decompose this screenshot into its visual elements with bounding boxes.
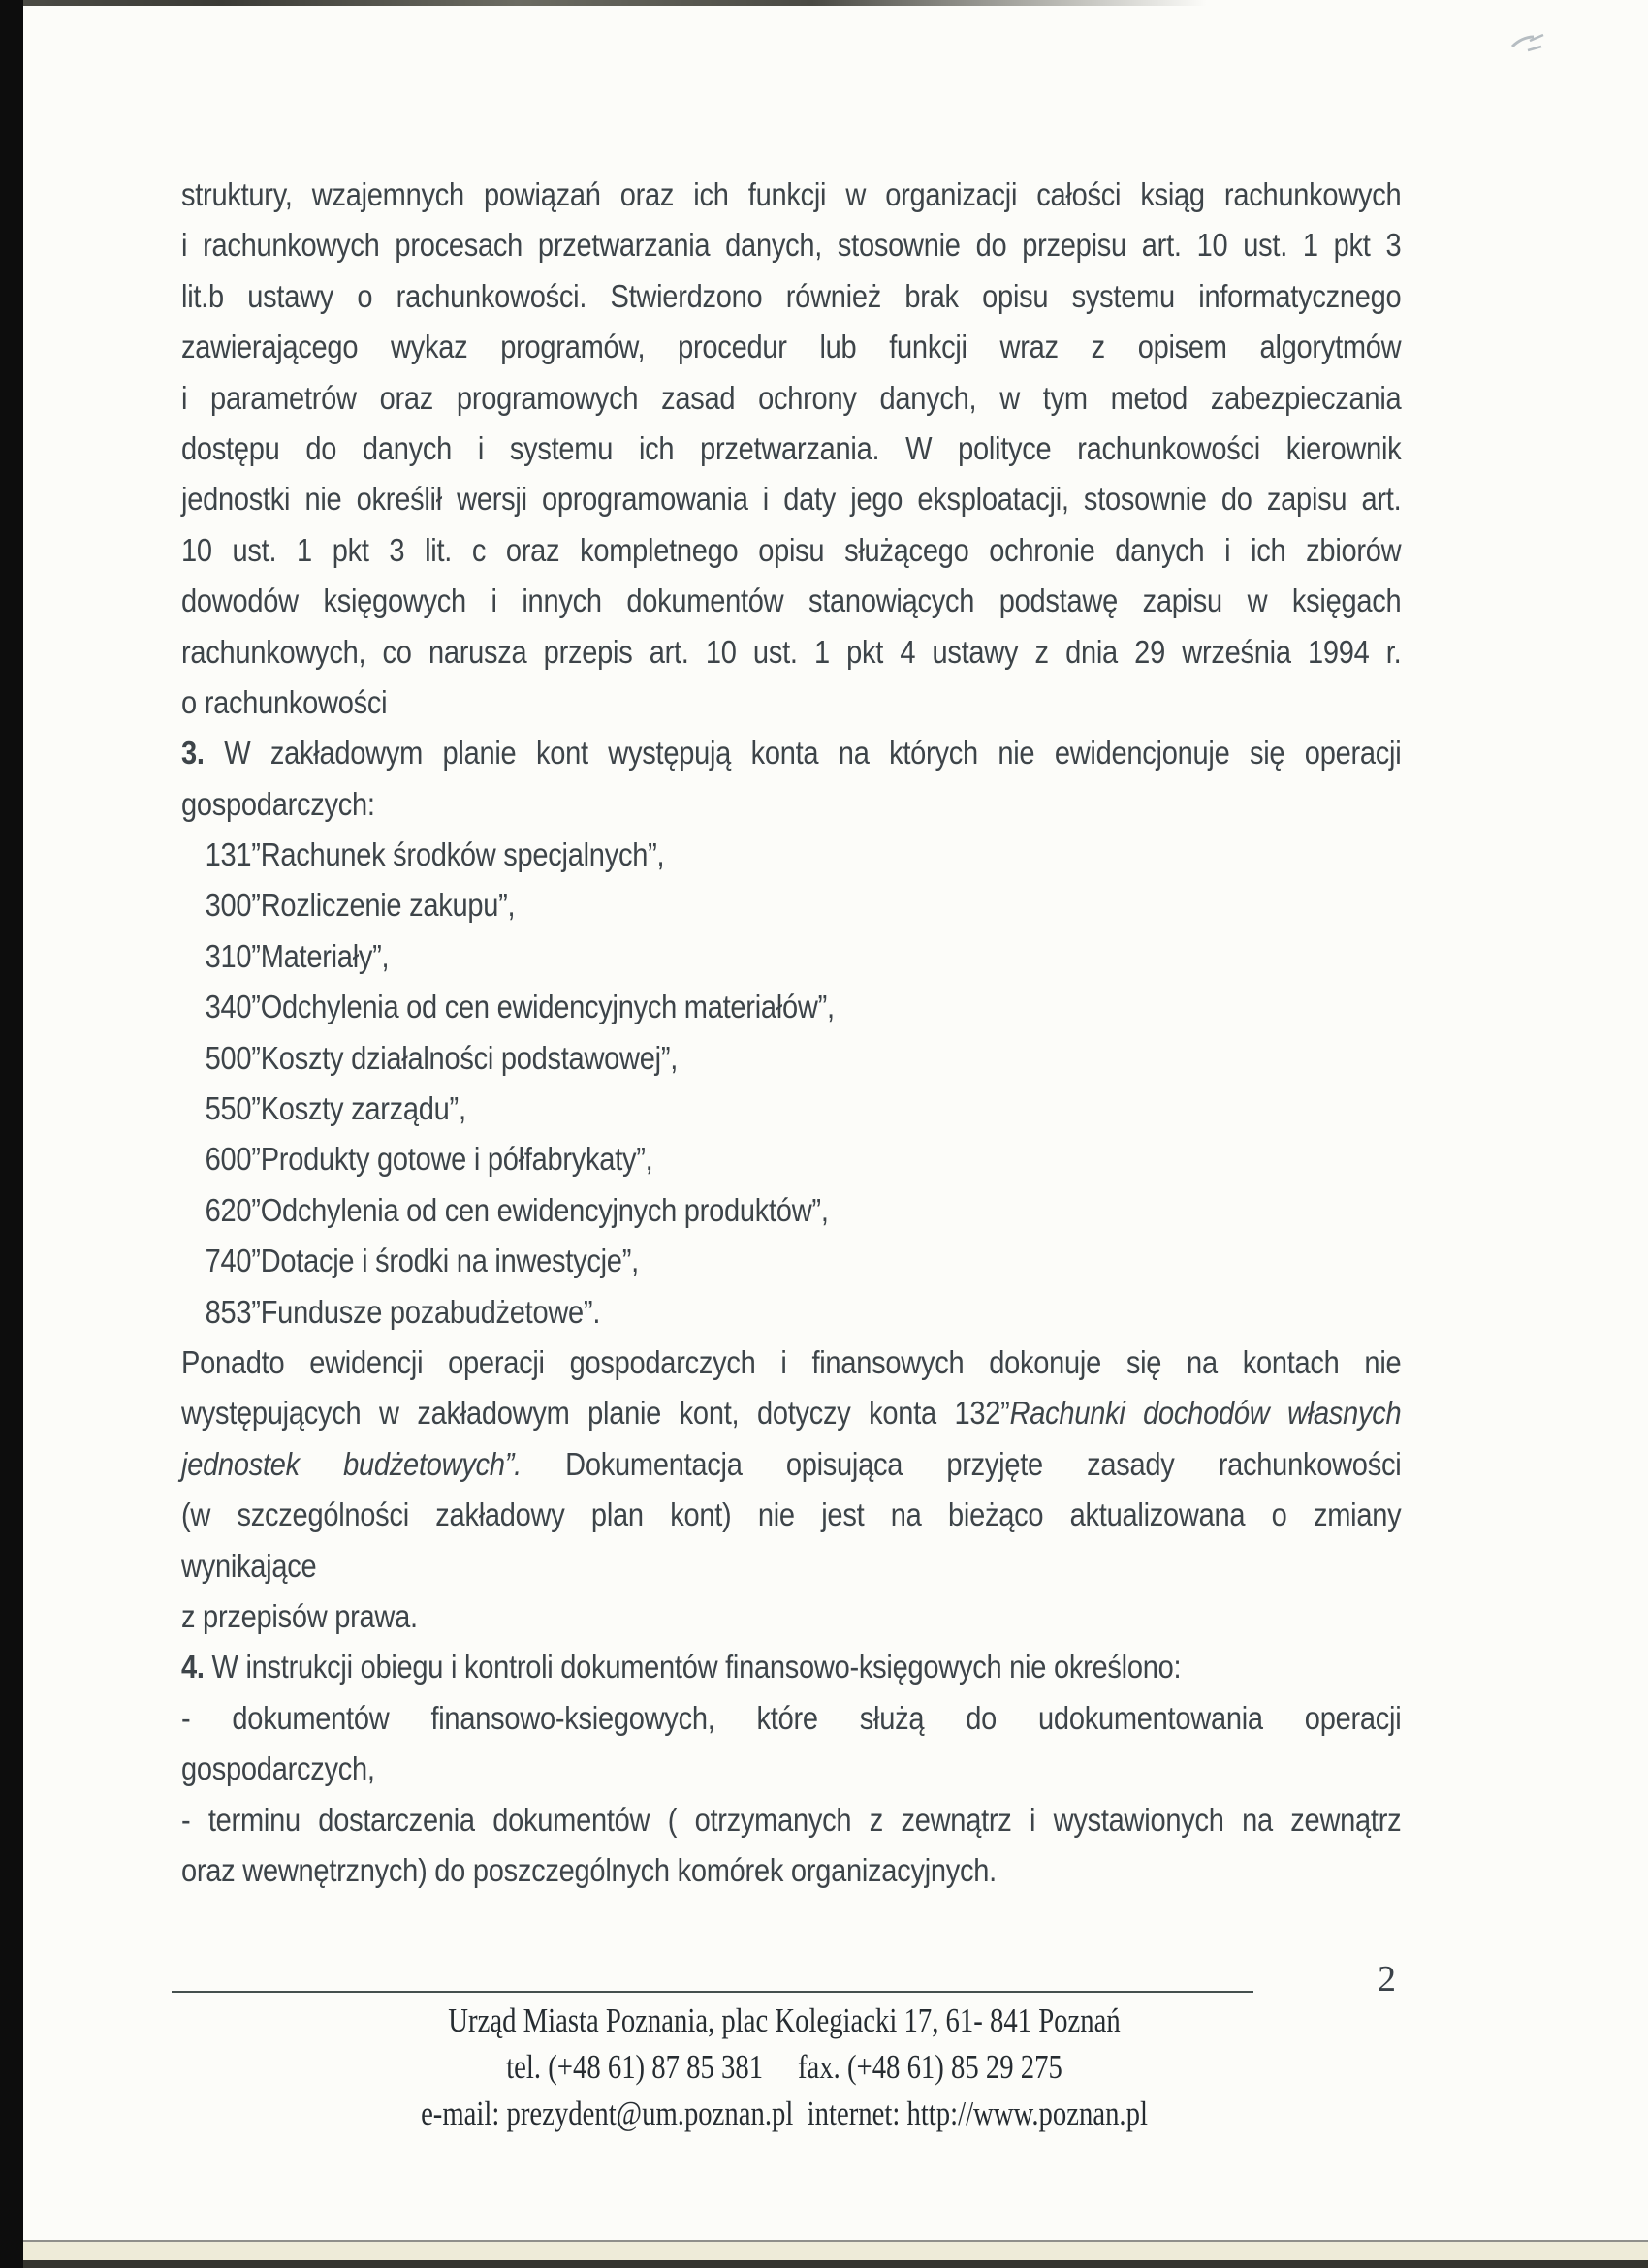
text-line: dostępu do danych i systemu ich przetwarzania. W polityce rachunkowości kierownik [181, 429, 1402, 466]
text-line: dowodów księgowych i innych dokumentów stanowiących podstawę zapisu w księgach [181, 583, 1402, 619]
text-line: Ponadto ewidencji operacji gospodarczych i finansowych dokonuje się na kontach nie [181, 1343, 1402, 1380]
text-line: 340”Odchylenia od cen ewidencyjnych materiałów”, [205, 989, 835, 1025]
scan-bottom-beige-band [0, 2242, 1648, 2260]
scan-top-edge [0, 0, 1231, 6]
page-number: 2 [1378, 1959, 1396, 2000]
text-line: gospodarczych: [181, 785, 375, 822]
text-line: jednostek budżetowych”. Dokumentacja opisująca przyjęte zasady rachunkowości [181, 1445, 1402, 1482]
text-line: 600”Produkty gotowe i półfabrykaty”, [205, 1141, 653, 1178]
text-line: 300”Rozliczenie zakupu”, [205, 887, 516, 924]
pencil-scribble-mark [1508, 25, 1551, 71]
text-line: oraz wewnętrznych) do poszczególnych komórek organizacyjnych. [181, 1851, 997, 1888]
body-text [181, 170, 1401, 1896]
text-line: z przepisów prawa. [181, 1597, 418, 1634]
text-line: - terminu dostarczenia dokumentów ( otrzymanych z zewnątrz i wystawionych na zewnątrz [181, 1801, 1402, 1838]
text-line: 500”Koszty działalności podstawowej”, [205, 1039, 679, 1076]
text-line: rachunkowych, co narusza przepis art. 10 ust. 1 pkt 4 ustawy z dnia 29 września 1994 r. [181, 633, 1402, 670]
text-line: i parametrów oraz programowych zasad ochrony danych, w tym metod zabezpieczania [181, 379, 1402, 416]
text-line: (w szczególności zakładowy plan kont) nie jest na bieżąco aktualizowana o zmiany [181, 1496, 1402, 1533]
text-line: 10 ust. 1 pkt 3 lit. c oraz kompletnego opisu służącego ochronie danych i ich zbiorów [181, 531, 1402, 568]
text-line: występujących w zakładowym planie kont, dotyczy konta 132”Rachunki dochodów własnych [181, 1395, 1402, 1432]
text-line: lit.b ustawy o rachunkowości. Stwierdzono również brak opisu systemu informatycznego [181, 277, 1402, 314]
text-line: wynikające [181, 1547, 317, 1584]
footer-address: Urząd Miasta Poznania, plac Kolegiacki 17, 61- 841 Poznań [448, 2001, 1121, 2039]
text-line: 620”Odchylenia od cen ewidencyjnych produktów”, [205, 1191, 829, 1228]
text-line: 3. W zakładowym planie kont występują konta na których nie ewidencjonuje się operacji [181, 735, 1402, 772]
footer-phone-fax: tel. (+48 61) 87 85 381 fax. (+48 61) 85 29 275 [506, 2048, 1062, 2086]
footer-address-block [284, 1998, 1284, 2137]
text-line: jednostki nie określił wersji oprogramowania i daty jego eksploatacji, stosownie do zapisu art. [181, 481, 1402, 518]
text-line: - dokumentów finansowo-ksiegowych, które służą do udokumentowania operacji [181, 1699, 1402, 1736]
text-line: 550”Koszty zarządu”, [205, 1090, 466, 1127]
footer-email-web: e-mail: prezydent@um.poznan.pl internet: http://www.poznan.pl [421, 2095, 1148, 2132]
text-line: 310”Materiały”, [205, 937, 390, 974]
text-line: zawierającego wykaz programów, procedur lub funkcji wraz z opisem algorytmów [181, 329, 1402, 365]
text-line: o rachunkowości [181, 683, 388, 720]
text-line: i rachunkowych procesach przetwarzania danych, stosownie do przepisu art. 10 ust. 1 pkt 3 [181, 227, 1402, 264]
scan-left-edge-bar [0, 0, 23, 2268]
text-line: 740”Dotacje i środki na inwestycje”, [205, 1243, 639, 1279]
text-line: gospodarczych, [181, 1750, 375, 1787]
text-line: struktury, wzajemnych powiązań oraz ich funkcji w organizacji całości ksiąg rachunkowych [181, 176, 1402, 212]
text-line: 4. W instrukcji obiegu i kontroli dokumentów finansowo-księgowych nie określono: [181, 1649, 1182, 1685]
scan-bottom-edge [0, 2260, 1648, 2268]
text-line: 131”Rachunek środków specjalnych”, [205, 836, 665, 873]
footer-divider-line [172, 1991, 1253, 1993]
text-line: 853”Fundusze pozabudżetowe”. [205, 1293, 601, 1330]
